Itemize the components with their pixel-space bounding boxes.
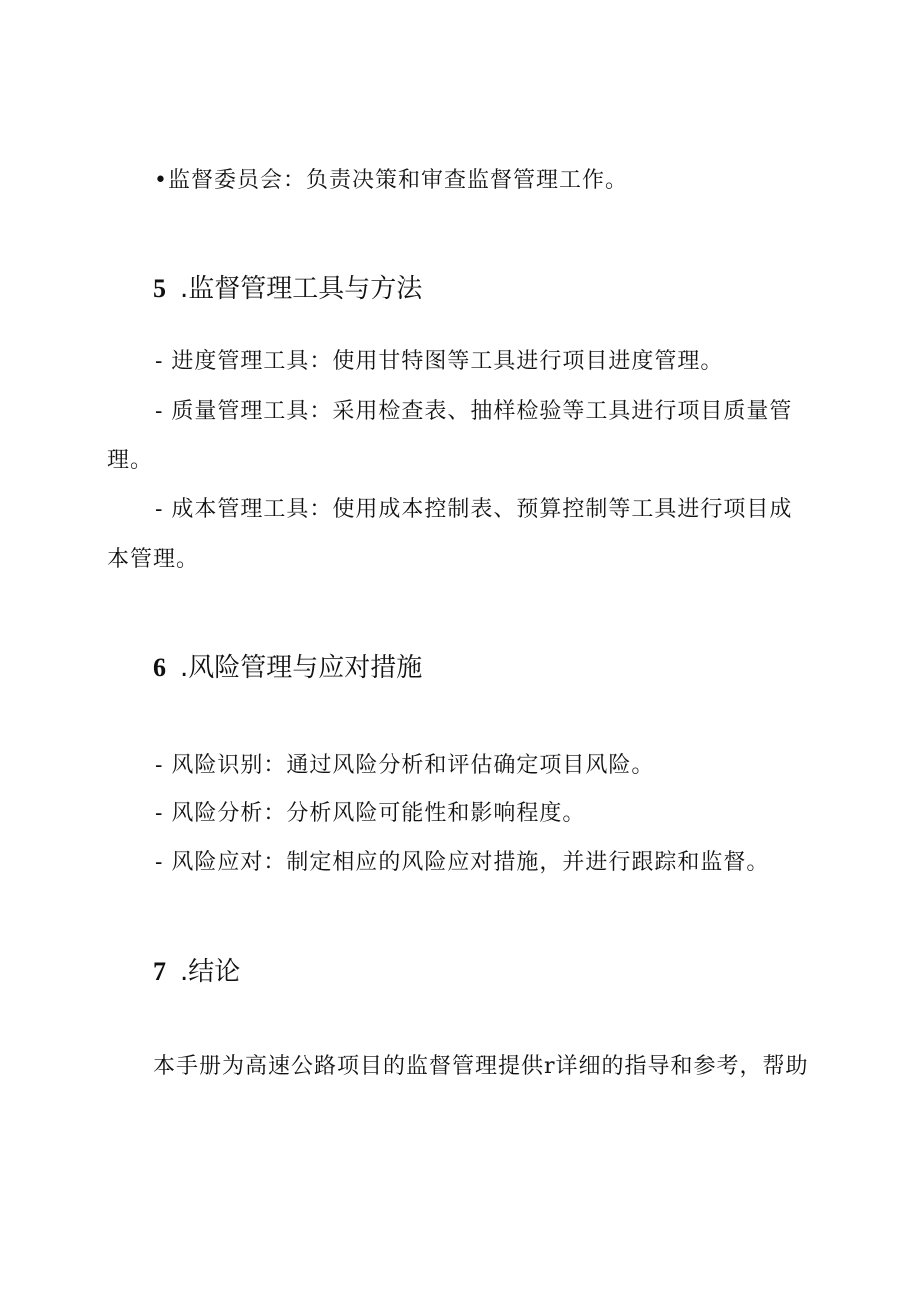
quality-tool-item-continued: 理。 xyxy=(107,448,154,473)
progress-tool-item: - 进度管理工具：使用甘特图等工具进行项目进度管理。 xyxy=(155,349,724,374)
section-6-title: .风险管理与应对措施 xyxy=(180,653,423,683)
cost-tool-item-continued: 本管理。 xyxy=(107,547,200,572)
section-7-heading xyxy=(153,955,240,989)
risk-identification-item: - 风险识别：通过风险分析和评估确定项目风险。 xyxy=(155,753,655,778)
conclusion-paragraph: 本手册为高速公路项目的监督管理提供r详细的指导和参考，帮助 xyxy=(153,1054,809,1079)
section-6-number: 6 xyxy=(153,653,166,682)
risk-response-item: - 风险应对：制定相应的风险应对措施，并进行跟踪和监督。 xyxy=(155,850,770,875)
section-7-title: .结论 xyxy=(180,957,241,987)
section-5-title: .监督管理工具与方法 xyxy=(180,274,423,304)
committee-bullet: •监督委员会：负责决策和审查监督管理工作。 xyxy=(154,168,628,193)
section-7-number: 7 xyxy=(153,957,166,986)
section-6-heading xyxy=(153,651,422,685)
section-5-number: 5 xyxy=(153,274,166,303)
section-5-heading xyxy=(153,272,422,306)
risk-analysis-item: - 风险分析：分析风险可能性和影响程度。 xyxy=(155,801,586,826)
cost-tool-item: - 成本管理工具：使用成本控制表、预算控制等工具进行项目成 xyxy=(155,497,793,522)
quality-tool-item: - 质量管理工具：采用检查表、抽样检验等工具进行项目质量管 xyxy=(155,399,793,424)
